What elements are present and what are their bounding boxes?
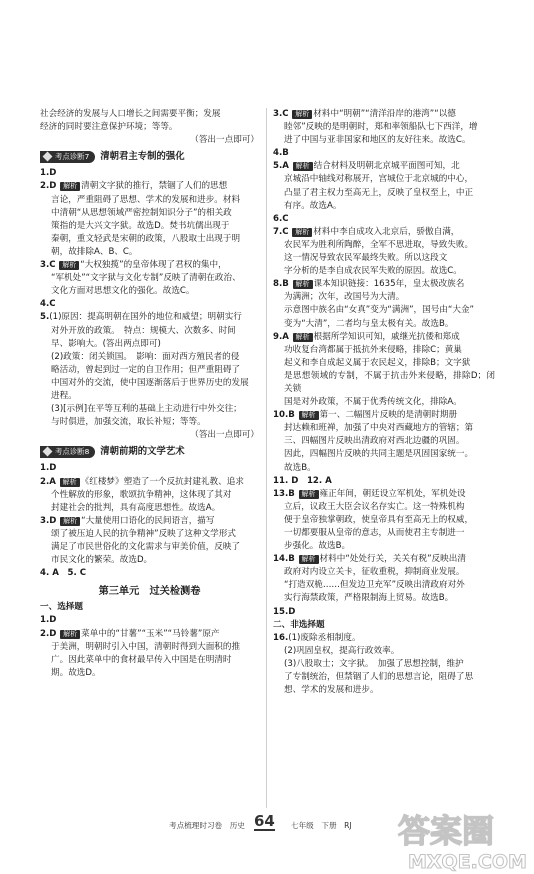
analysis-tag: 解析 xyxy=(60,630,80,639)
answer-unit-q2-line: 广。因此菜单中的食材最早传入中国是在明清时 xyxy=(51,654,232,665)
answer-d7-q2: 2.D 解析 清朝文字狱的推行，禁锢了人们的思想 xyxy=(40,181,228,192)
answer-d7-q5-line: 对外开放的政策。 特点：规模大、次数多、时间 xyxy=(51,325,236,336)
answer-unit-q2-line: 于美洲，明朝时引入中国，清朝时得到大面积的推 xyxy=(51,641,241,652)
watermark-subtext: MXQE.COM xyxy=(408,851,527,873)
answer-unit-q8-line: 为满洲；次年，改国号为大清。 xyxy=(284,292,405,303)
right-column xyxy=(273,108,495,697)
answer-d7-q2-line: 中清朝“从思想领域严密控制知识分子”的相关政 xyxy=(51,207,232,218)
analysis-tag: 解析 xyxy=(299,490,319,499)
answer-d7-q2-line: 言论，严重阻碍了思想、学术的发展和进步。材料 xyxy=(51,194,241,205)
answer-unit-q11-q12: 11. D 12. A xyxy=(273,475,332,486)
answer-unit-q13-line: 步强化。故选B。 xyxy=(284,541,351,552)
answer-unit-q7: 7.C 解析 材料中李自成攻入北京后，骄傲自满， xyxy=(273,226,460,237)
watermark-text: 答案圈 xyxy=(398,812,495,850)
answer-unit-q2: 2.D 解析 菜单中的“甘薯”“玉米”“马铃薯”原产 xyxy=(40,628,220,639)
answer-unit-q13-line: 便于皇帝独掌朝政，使皇帝具有至高无上的权威， xyxy=(284,514,474,525)
answer-d7-q5-line: 略活动，曾起到过一定的自卫作用；但严重阻碍了 xyxy=(51,364,241,375)
answer-unit-q7-line: 农民军为胜利所陶醉，全军不思进取，导致失败。 xyxy=(284,239,474,250)
answer-unit-q16-line: 想、学术的发展和进步。 xyxy=(284,685,379,696)
answer-d7-q1: 1.D xyxy=(40,168,57,179)
footer-book-title: 考点梳理时习卷 历史 xyxy=(169,821,245,830)
answer-d8-q2-line: 个性解放的形象，歌颂抗争精神，这体现了其对 xyxy=(51,489,232,500)
continued-text-2: 经济的同时要注意保护环境；等等。 xyxy=(40,122,178,133)
answer-unit-q14: 14.B 解析 材料中“处处行关，关关有税”反映出清 xyxy=(273,554,466,565)
answer-unit-q9: 9.A 解析 根据所学知识可知，戚继光抗倭和郑成 xyxy=(273,331,460,342)
answer-d7-q3: 3.C 解析 “大权独揽”的皇帝体现了君权的集中， xyxy=(40,260,227,271)
diagnosis-8-header xyxy=(40,445,259,458)
answer-unit-q6: 6.C xyxy=(273,213,289,224)
answer-unit-q13-line: 一切都要服从皇帝的意志，从而使君主专制进一 xyxy=(284,528,465,538)
answer-d8-q3: 3.D 解析 “大量使用口语化的民间语言，描写 xyxy=(40,515,215,526)
answer-unit-q16: 16.(1)废除丞相制度。 xyxy=(273,632,361,643)
unit-test-title: 第三单元 过关检测卷 xyxy=(98,586,201,598)
answer-d7-q5-line: 早、影响大。(答出两点即可) xyxy=(51,338,161,349)
answer-unit-q5: 5.A 解析 结合材料及明朝北京城平面图可知，北 xyxy=(273,161,460,172)
answer-unit-q10-line: 封达赖和班禅，加强了中央对西藏地方的管辖；第 xyxy=(284,423,474,434)
answer-unit-q5-line: 凸显了君主权力至高无上，反映了皇权至上，中正 xyxy=(284,187,474,198)
answer-d7-q5: 5.(1)原因：提高明朝在国外的地位和威望；明朝实行 xyxy=(40,312,242,323)
answer-d8-q3-line: 市民文化的繁荣。故选D。 xyxy=(51,555,153,566)
analysis-tag: 解析 xyxy=(292,228,312,237)
answer-d7-q4: 4.C xyxy=(40,299,56,310)
left-column xyxy=(40,108,259,680)
answer-unit-q13: 13.B 解析 雍正年间，朝廷设立军机处，军机处设 xyxy=(273,488,466,499)
analysis-tag: 解析 xyxy=(299,555,319,564)
answer-unit-q3-line: 进了中国与亚非国家和地区的友好往来。故选C。 xyxy=(284,135,471,146)
answer-unit-q1: 1.D xyxy=(40,615,57,626)
answer-d7-q5-line: 进程。 xyxy=(51,390,77,401)
column-divider xyxy=(266,108,267,808)
section-choice-heading: 一、选择题 xyxy=(40,602,83,613)
answer-d8-q2-line: 封建社会的批判，具有高度思想性。故选A。 xyxy=(51,502,221,513)
answer-unit-q9-line: 功收复台湾都属于抵抗外来侵略，排除C；黄巢 xyxy=(284,344,462,355)
answer-unit-q14-line: 实行海禁政策，严格限制海上贸易。故选B。 xyxy=(284,593,454,604)
answer-unit-q8: 8.B 解析 课本知识链接：1635年，皇太极改族名 xyxy=(273,279,465,290)
answer-d7-q5-line: (2)政策：闭关锁国。 影响：面对西方殖民者的侵 xyxy=(51,351,240,362)
answer-unit-q16-line: 了专制统治，但禁锢了人们的思想言论，阻碍了思 xyxy=(284,672,474,683)
answer-unit-q14-line: 政府对内设立关卡，征收重税，抑制商业发展。 xyxy=(284,567,465,578)
analysis-tag: 解析 xyxy=(299,411,319,420)
answer-d7-q5-note: （答出一点即可） xyxy=(190,430,259,441)
answer-unit-q7-line: 字分析的是李自成农民军失败的原因。故选C。 xyxy=(284,266,462,277)
diagnosis-8-badge: 考点诊断8 xyxy=(40,446,95,458)
answer-unit-q10-line: 三、四幅图片反映出清政府对西北边疆的巩固。 xyxy=(284,436,465,447)
answer-unit-q10: 10.B 解析 第一、二幅图片反映的是清朝时期册 xyxy=(273,410,458,421)
answer-d7-q3-line: 文化方面对思想文化的强化。故选C。 xyxy=(51,286,195,297)
answer-d8-q3-line: 颂了被压迫人民的抗争精神”反映了这种文学形式 xyxy=(51,528,236,539)
answer-unit-q5-line: 京城沿中轴线对称展开，宫城位于北京城的中心， xyxy=(284,174,474,185)
answer-d7-q5-line: (3)[示例]在平等互利的基础上主动进行中外交往； xyxy=(51,404,242,415)
footer-grade-info: 七年级 下册 RJ xyxy=(291,821,352,830)
answer-d7-q5-line: 与时俱进，加强交流，取长补短；等等。 xyxy=(51,417,206,428)
continued-note: （答出一点即可） xyxy=(190,135,259,146)
answer-unit-q2-line: 期。故选D。 xyxy=(51,667,101,678)
answer-d8-q4-q5: 4. A 5. C xyxy=(40,568,87,579)
answer-unit-q4: 4.B xyxy=(273,148,289,159)
answer-d8-q2: 2.A 解析 《红楼梦》塑造了一个反抗封建礼教、追求 xyxy=(40,476,244,487)
diagnosis-7-title: 清朝君主专制的强化 xyxy=(100,151,185,163)
continued-text-1: 社会经济的发展与人口增长之间需要平衡；发展 xyxy=(40,109,221,119)
analysis-tag: 解析 xyxy=(60,182,80,191)
answer-unit-q9-line: 国是对外政策，不属于优秀传统文化，排除A。 xyxy=(284,397,462,408)
answer-d7-q2-line: 策指的是大兴文字狱。故选D。焚书坑儒出现于 xyxy=(51,220,230,231)
answer-unit-q15: 15.D xyxy=(273,606,296,617)
section-nonchoice-heading: 二、非选择题 xyxy=(273,619,325,630)
answer-d8-q1: 1.D xyxy=(40,463,57,474)
answer-unit-q16-line: (3)八股取士；文字狱。 加强了思想控制，维护 xyxy=(284,658,464,669)
page-number: 64 xyxy=(254,812,275,830)
analysis-tag: 解析 xyxy=(293,162,313,171)
answer-unit-q14-line: “打造双桅……但发边卫充军”反映出清政府对外 xyxy=(284,580,465,591)
answer-unit-q16-line: (2)巩固皇权，提高行政效率。 xyxy=(284,645,400,656)
analysis-tag: 解析 xyxy=(293,280,313,289)
answer-unit-q13-line: 立后，议政王大臣会议名存实亡。这一特殊机构 xyxy=(284,501,465,512)
answer-unit-q9-line: 是思想领域的专制，不属于抗击外来侵略，排除D；闭关锁 xyxy=(284,370,495,394)
answer-unit-q8-line: 示意图中族名由“女真”变为“满洲”，国号由“大金” xyxy=(284,305,474,316)
watermark-logo-icon xyxy=(394,802,534,874)
answer-unit-q10-line: 因此，四幅图片反映的共同主题是巩固国家统一。 xyxy=(284,449,474,460)
diagnosis-8-title: 清朝前期的文学艺术 xyxy=(100,446,185,458)
analysis-tag: 解析 xyxy=(292,110,312,119)
analysis-tag: 解析 xyxy=(293,333,313,342)
answer-d7-q2-line: 朝，故排除A、B、C。 xyxy=(51,246,138,257)
diagnosis-7-header xyxy=(40,150,259,163)
analysis-tag: 解析 xyxy=(60,517,80,526)
answer-unit-q8-line: 变为“大清”，二者均与皇太极有关。故选B。 xyxy=(284,318,454,329)
answer-unit-q9-line: 起义和李自成起义属于农民起义，排除B；文字狱 xyxy=(284,357,471,368)
analysis-tag: 解析 xyxy=(60,478,80,487)
answer-d7-q5-line: 中国对外的交流，使中国逐渐落后于世界历史的发展 xyxy=(51,377,249,388)
answer-d7-q2-line: 秦朝，重文轻武是宋朝的政策，八股取士出现于明 xyxy=(51,233,241,244)
answer-d8-q3-line: 满足了市民世俗化的文化需求与审美价值，反映了 xyxy=(51,542,241,552)
analysis-tag: 解析 xyxy=(59,261,79,270)
answer-unit-q3-line: 睦邻”反映的是明朝时，郑和率领船队七下西洋，增 xyxy=(284,122,478,133)
answer-d7-q3-line: “军机处”“文字狱与文化专制”反映了清朝在政治、 xyxy=(51,273,241,284)
answer-unit-q10-line: 故选B。 xyxy=(284,462,316,473)
answer-unit-q3: 3.C 解析 材料中“明朝”“清洋沿岸的港湾”“以德 xyxy=(273,109,456,119)
answer-unit-q5-line: 有序。故选A。 xyxy=(284,200,342,211)
diagnosis-7-badge: 考点诊断7 xyxy=(40,151,95,163)
answer-unit-q7-line: 这一情况导致农民军最终失败。所以这段文 xyxy=(284,253,448,264)
